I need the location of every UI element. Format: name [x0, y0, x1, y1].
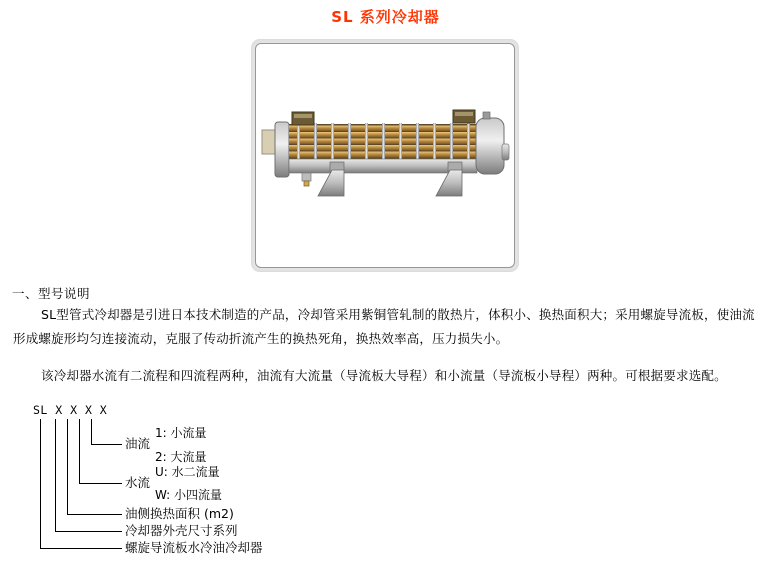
connector-line	[91, 444, 122, 445]
connector-line	[67, 514, 122, 515]
right-cap-top-nub	[483, 112, 490, 119]
branch-label-product-type: 螺旋导流板水冷油冷却器	[125, 540, 263, 555]
baffle-ring	[297, 123, 300, 161]
branch-label-heat-area: 油侧换热面积 (m2)	[125, 506, 234, 521]
model-code: SL X X X X	[33, 403, 108, 417]
drain-fitting	[302, 173, 311, 181]
baffle-ring	[314, 123, 317, 161]
connector-line	[79, 483, 122, 484]
right-cap-fitting	[502, 144, 509, 160]
top-port-right	[453, 110, 475, 123]
baffle-ring	[365, 123, 368, 161]
section-heading: 一、型号说明	[12, 286, 91, 301]
baffle-ring	[450, 123, 453, 161]
baffle-ring	[467, 123, 470, 161]
right-end-cap	[476, 118, 504, 174]
top-port-left	[292, 112, 314, 125]
connector-line	[40, 419, 41, 549]
model-description-paragraph: SL型管式冷却器是引进日本技术制造的产品，冷却管采用紫铜管轧制的散热片，体积小、换热面积大；采用螺旋导流板，使油流形成螺旋形均匀连接流动，克服了传动折流产生的换热死角，换热效率高，压力损失小。	[13, 307, 755, 346]
baffle-ring	[331, 123, 334, 161]
flow-options-paragraph: 该冷却器水流有二流程和四流程两种，油流有大流量（导流板大导程）和小流量（导流板小导程）两种。可根据要求选配。	[41, 368, 727, 383]
branch-label-oil-flow: 油流	[125, 436, 151, 451]
left-flange	[275, 122, 289, 177]
branch-label-shell-size-series: 冷却器外壳尺寸系列	[125, 523, 238, 538]
oil-flow-option-small: 1: 小流量	[155, 426, 207, 440]
page-title: SL 系列冷却器	[331, 8, 440, 26]
top-port-left-face	[294, 114, 312, 118]
drain-tip	[304, 181, 309, 186]
connector-line	[55, 531, 122, 532]
branch-label-water-flow: 水流	[125, 475, 151, 490]
right-foot	[436, 170, 462, 196]
baffle-ring	[382, 123, 385, 161]
water-flow-option-four-pass: W: 小四流量	[155, 488, 223, 502]
baffle-ring	[348, 123, 351, 161]
baffle-ring	[416, 123, 419, 161]
connector-line	[55, 419, 56, 532]
baffle-ring	[433, 123, 436, 161]
connector-line	[40, 548, 122, 549]
connector-line	[79, 419, 80, 484]
product-photo-frame	[251, 39, 519, 272]
product-photo	[255, 43, 515, 268]
top-port-right-face	[455, 112, 473, 116]
connector-line	[91, 419, 92, 445]
oil-flow-option-large: 2: 大流量	[155, 450, 207, 464]
baffle-ring	[399, 123, 402, 161]
water-flow-option-two-pass: U: 水二流量	[155, 465, 220, 479]
left-foot	[318, 170, 344, 196]
heat-exchanger-illustration	[256, 44, 514, 267]
connector-line	[67, 419, 68, 515]
